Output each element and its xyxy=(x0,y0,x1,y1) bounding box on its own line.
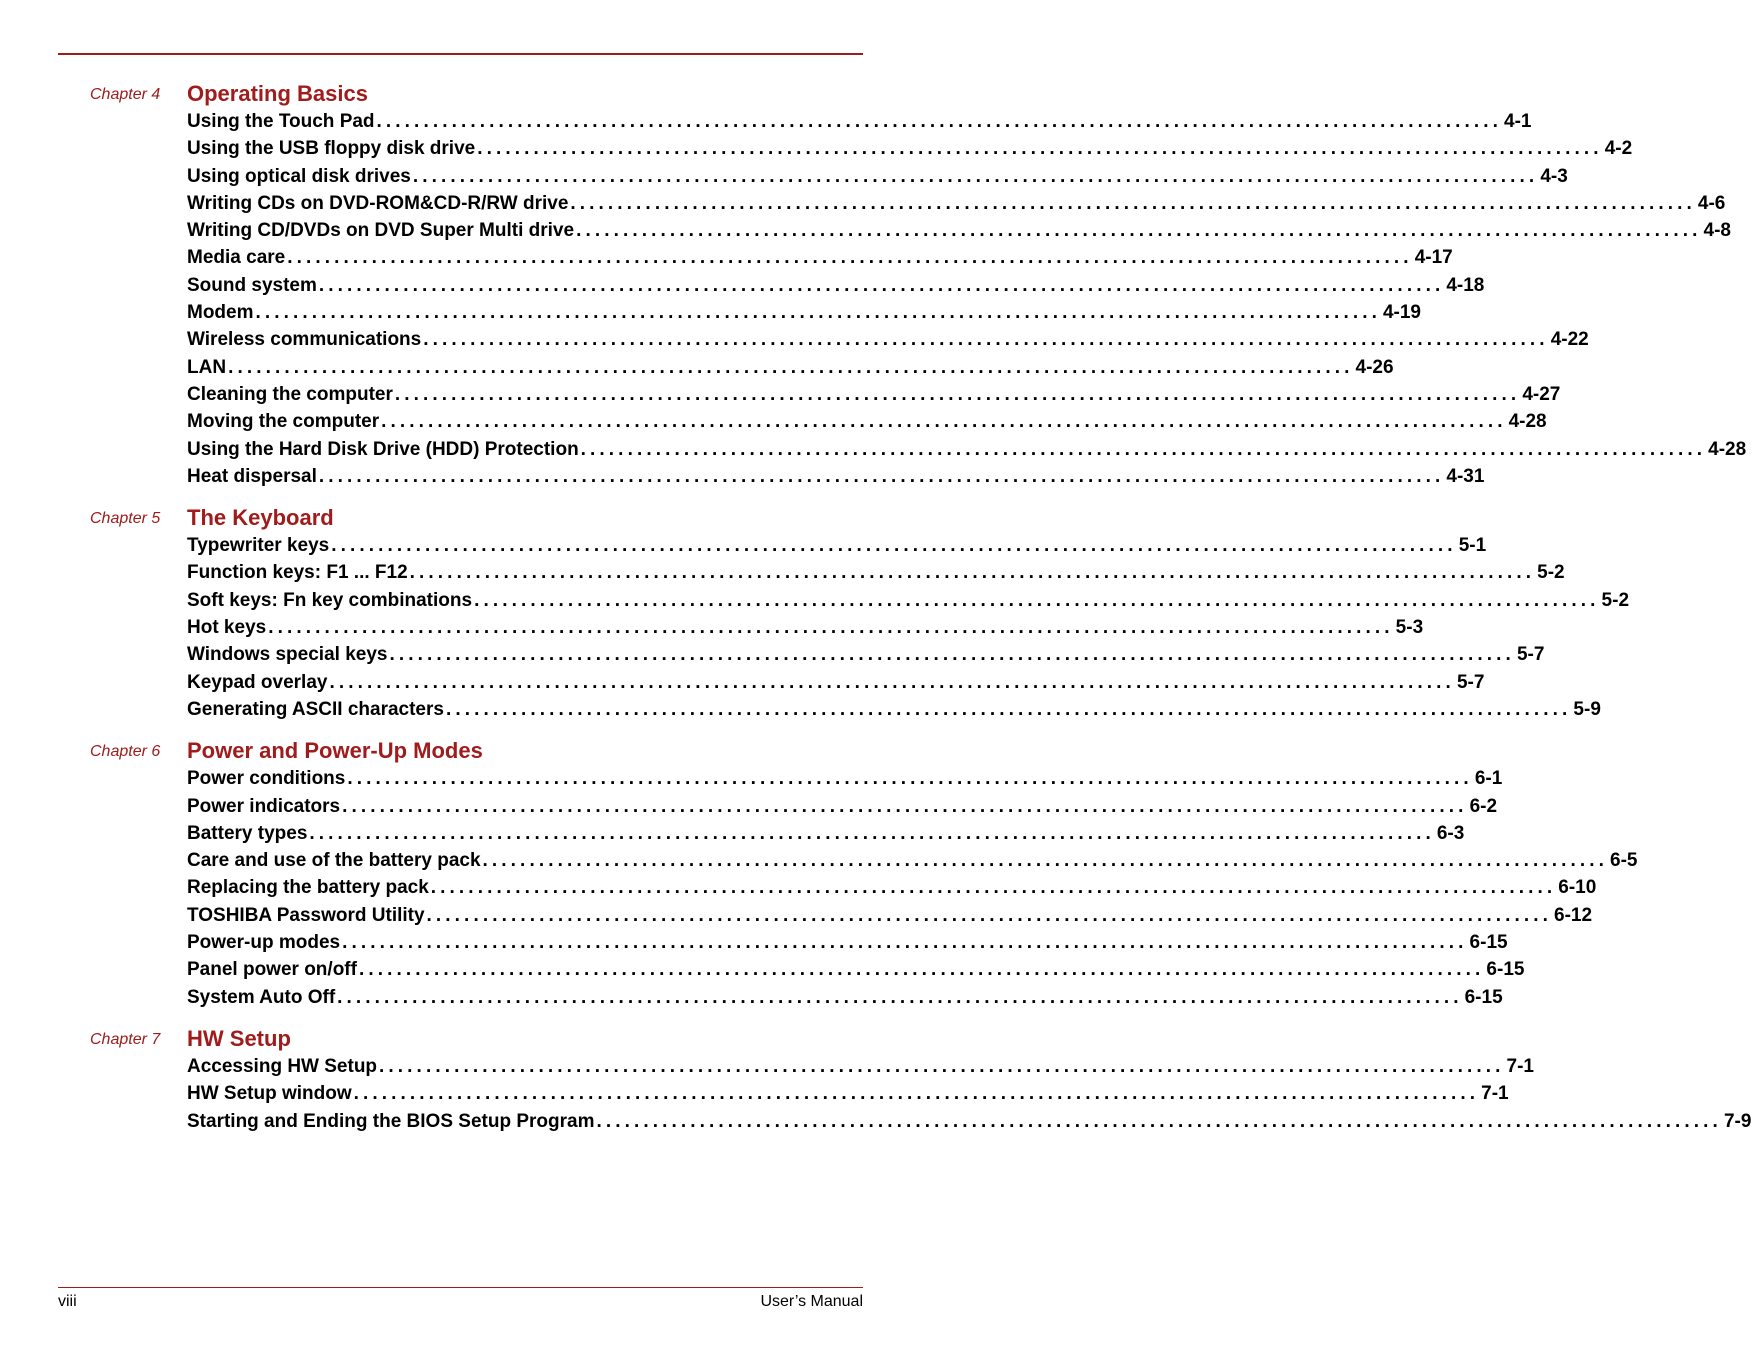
dot-leader: ........................................................................................................................ xyxy=(358,959,1485,981)
toc-entry[interactable] xyxy=(187,820,1465,847)
toc-entry-page: 5-3 xyxy=(1395,617,1424,639)
chapter-label: Chapter 6 xyxy=(90,743,161,761)
dot-leader: ........................................................................................................................ xyxy=(376,111,1503,132)
dot-leader: ........................................................................................................................ xyxy=(389,644,1515,666)
chapter-section xyxy=(0,80,1747,490)
chapter-title[interactable]: HW Setup xyxy=(187,1025,291,1051)
dot-leader: ........................................................................................................................ xyxy=(576,220,1702,242)
toc-entry-title: Cleaning the computer xyxy=(187,383,393,405)
toc-entry[interactable] xyxy=(187,1108,1751,1135)
toc-entry-page: 4-27 xyxy=(1522,383,1561,405)
chapter-title[interactable]: Operating Basics xyxy=(187,81,368,106)
toc-entry-page: 7-9 xyxy=(1723,1110,1751,1132)
toc-entry-title: Writing CD/DVDs on DVD Super Multi drive xyxy=(187,220,575,242)
toc-entry[interactable] xyxy=(187,641,1545,668)
toc-entry-page: 6-10 xyxy=(1558,877,1597,899)
dot-leader: ........................................................................................................................ xyxy=(268,617,1394,639)
toc-entry-title: Heat dispersal xyxy=(187,465,317,487)
dot-leader: ........................................................................................................................ xyxy=(342,795,1468,817)
toc-entry-page: 4-28 xyxy=(1708,438,1747,460)
dot-leader: ........................................................................................................................ xyxy=(474,589,1600,611)
toc-entry-title: Modem xyxy=(187,302,254,324)
toc-entry-title: Moving the computer xyxy=(187,411,380,433)
dot-leader: ........................................................................................................................ xyxy=(347,768,1473,790)
toc-entry-title: Using the Hard Disk Drive (HDD) Protection xyxy=(187,438,579,460)
toc-entry-title: Replacing the battery pack xyxy=(187,877,429,899)
chapter-label: Chapter 5 xyxy=(90,510,161,528)
toc-entry-title: Soft keys: Fn key combinations xyxy=(187,589,473,611)
toc-entry-page: 4-3 xyxy=(1540,165,1568,187)
toc-entry-page: 4-19 xyxy=(1382,302,1421,324)
dot-leader: ........................................................................................................................ xyxy=(394,383,1521,405)
toc-entry-title: Media care xyxy=(187,247,286,269)
toc-entry-title: Panel power on/off xyxy=(187,959,357,981)
dot-leader: ........................................................................................................................ xyxy=(445,698,1572,720)
toc-entry-title: HW Setup window xyxy=(187,1083,352,1105)
chapter-section xyxy=(0,1025,1751,1135)
toc-entry-page: 4-26 xyxy=(1355,356,1394,378)
chapter-section xyxy=(0,504,1630,723)
toc-entry-page: 6-15 xyxy=(1464,986,1503,1008)
toc-entry-page: 4-22 xyxy=(1550,329,1589,351)
toc-entry-page: 4-6 xyxy=(1697,192,1726,214)
dot-leader: ........................................................................................................................ xyxy=(353,1083,1480,1105)
toc-entry-page: 5-2 xyxy=(1537,562,1565,584)
toc-entry-title: Care and use of the battery pack xyxy=(187,850,481,872)
toc-entry[interactable] xyxy=(187,929,1508,956)
toc-entry-title: Power indicators xyxy=(187,795,341,817)
toc-entry-title: Using the Touch Pad xyxy=(187,111,375,132)
toc-entry-title: Windows special keys xyxy=(187,644,388,666)
toc-entry-page: 4-1 xyxy=(1504,111,1532,132)
toc-entry-page: 5-1 xyxy=(1458,535,1487,557)
dot-leader: ........................................................................................................................ xyxy=(287,247,1413,269)
toc-entry-page: 7-1 xyxy=(1506,1055,1534,1077)
toc-entry-page: 5-7 xyxy=(1456,671,1485,693)
toc-entry-title: Starting and Ending the BIOS Setup Program xyxy=(187,1110,595,1132)
toc-entry-page: 4-28 xyxy=(1508,411,1547,433)
toc-entry-title: Using optical disk drives xyxy=(187,165,411,187)
dot-leader: ........................................................................................................................ xyxy=(430,877,1557,899)
toc-entry-page: 6-3 xyxy=(1436,822,1465,844)
toc-entry-page: 6-15 xyxy=(1486,959,1525,981)
toc-entry[interactable] xyxy=(187,436,1747,463)
toc-entry[interactable] xyxy=(187,1053,1534,1080)
toc-entry-page: 6-12 xyxy=(1554,904,1593,926)
footer-page-number: viii xyxy=(58,1293,77,1310)
toc-entry[interactable] xyxy=(187,532,1487,559)
chapter-title[interactable]: The Keyboard xyxy=(187,505,334,531)
toc-entry-title: Power-up modes xyxy=(187,932,341,954)
toc-entry-title: Keypad overlay xyxy=(187,671,328,693)
toc-entry-page: 4-2 xyxy=(1604,138,1633,160)
chapter-section xyxy=(0,737,1638,1011)
footer-rule xyxy=(58,1287,863,1288)
toc-entry-title: System Auto Off xyxy=(187,986,336,1008)
dot-leader: ........................................................................................................................ xyxy=(381,411,1507,433)
table-of-contents xyxy=(0,80,1751,1149)
dot-leader: ........................................................................................................................ xyxy=(337,986,1463,1008)
toc-entry-title: Generating ASCII characters xyxy=(187,698,444,720)
toc-entry-title: Power conditions xyxy=(187,768,346,790)
dot-leader: ........................................................................................................................ xyxy=(309,822,1435,844)
toc-entry-title: Typewriter keys xyxy=(187,535,330,557)
toc-entry[interactable] xyxy=(187,326,1589,353)
toc-entry[interactable] xyxy=(187,902,1593,929)
dot-leader: ........................................................................................................................ xyxy=(255,302,1381,324)
dot-leader: ........................................................................................................................ xyxy=(318,465,1445,487)
toc-entry[interactable] xyxy=(187,793,1498,820)
toc-entry-page: 6-5 xyxy=(1610,850,1638,872)
toc-entry[interactable] xyxy=(187,217,1731,244)
dot-leader: ........................................................................................................................ xyxy=(342,932,1468,954)
dot-leader: ........................................................................................................................ xyxy=(329,671,1455,693)
dot-leader: ........................................................................................................................ xyxy=(228,356,1354,378)
toc-entry[interactable] xyxy=(187,696,1601,723)
toc-entry[interactable] xyxy=(187,381,1561,408)
toc-entry-page: 5-7 xyxy=(1516,644,1545,666)
toc-entry[interactable] xyxy=(187,463,1485,490)
dot-leader: ........................................................................................................................ xyxy=(426,904,1553,926)
dot-leader: ........................................................................................................................ xyxy=(423,329,1549,351)
toc-entry[interactable] xyxy=(187,984,1503,1011)
toc-entry[interactable] xyxy=(187,408,1547,435)
chapter-label: Chapter 7 xyxy=(90,1030,161,1048)
toc-entry-title: Sound system xyxy=(187,274,317,296)
dot-leader: ........................................................................................................................ xyxy=(570,192,1696,214)
dot-leader: ........................................................................................................................ xyxy=(477,138,1603,160)
toc-entry[interactable] xyxy=(187,669,1485,696)
toc-entry[interactable] xyxy=(187,847,1638,874)
dot-leader: ........................................................................................................................ xyxy=(318,274,1445,296)
dot-leader: ........................................................................................................................ xyxy=(409,562,1536,584)
toc-entry-title: Writing CDs on DVD-ROM&CD-R/RW drive xyxy=(187,192,569,214)
dot-leader: ........................................................................................................................ xyxy=(379,1055,1505,1077)
toc-entry-page: 4-17 xyxy=(1414,247,1453,269)
dot-leader: ........................................................................................................................ xyxy=(580,438,1707,460)
toc-entry[interactable] xyxy=(187,108,1532,135)
toc-entry-title: Function keys: F1 ... F12 xyxy=(187,562,408,584)
toc-entry[interactable] xyxy=(187,244,1453,271)
toc-entry[interactable] xyxy=(187,1080,1509,1107)
footer-manual-title: User’s Manual xyxy=(760,1293,863,1310)
toc-entry-page: 4-31 xyxy=(1446,465,1485,487)
toc-entry-page: 4-18 xyxy=(1446,274,1485,296)
chapter-label: Chapter 4 xyxy=(90,86,161,103)
toc-entry-title: Hot keys xyxy=(187,617,267,639)
toc-entry[interactable] xyxy=(187,559,1565,586)
toc-entry-page: 7-1 xyxy=(1481,1083,1509,1105)
toc-entry-title: LAN xyxy=(187,356,227,378)
toc-entry[interactable] xyxy=(187,190,1726,217)
toc-entry[interactable] xyxy=(187,299,1421,326)
toc-entry-title: Wireless communications xyxy=(187,329,422,351)
dot-leader: ........................................................................................................................ xyxy=(331,535,1457,557)
toc-entry[interactable] xyxy=(187,354,1394,381)
toc-entry-page: 5-2 xyxy=(1601,589,1630,611)
toc-entry[interactable] xyxy=(187,272,1485,299)
dot-leader: ........................................................................................................................ xyxy=(482,850,1609,872)
toc-entry[interactable] xyxy=(187,135,1633,162)
toc-entry-page: 5-9 xyxy=(1573,698,1601,720)
toc-entry-page: 6-2 xyxy=(1469,795,1498,817)
toc-entry[interactable] xyxy=(187,587,1630,614)
toc-entry-title: Battery types xyxy=(187,822,308,844)
toc-entry-page: 4-8 xyxy=(1703,220,1731,242)
toc-entry[interactable] xyxy=(187,874,1597,901)
chapter-title[interactable]: Power and Power-Up Modes xyxy=(187,738,483,764)
dot-leader: ........................................................................................................................ xyxy=(596,1110,1722,1132)
toc-entry[interactable] xyxy=(187,614,1424,641)
toc-entry[interactable] xyxy=(187,956,1525,983)
toc-entry[interactable] xyxy=(187,765,1503,792)
toc-entry-title: Using the USB floppy disk drive xyxy=(187,138,476,160)
toc-entry-page: 6-15 xyxy=(1469,932,1508,954)
toc-entry[interactable] xyxy=(187,163,1568,190)
header-rule xyxy=(58,53,863,55)
toc-entry-page: 6-1 xyxy=(1474,768,1503,790)
toc-entry-title: TOSHIBA Password Utility xyxy=(187,904,425,926)
toc-entry-title: Accessing HW Setup xyxy=(187,1055,378,1077)
dot-leader: ........................................................................................................................ xyxy=(412,165,1539,187)
